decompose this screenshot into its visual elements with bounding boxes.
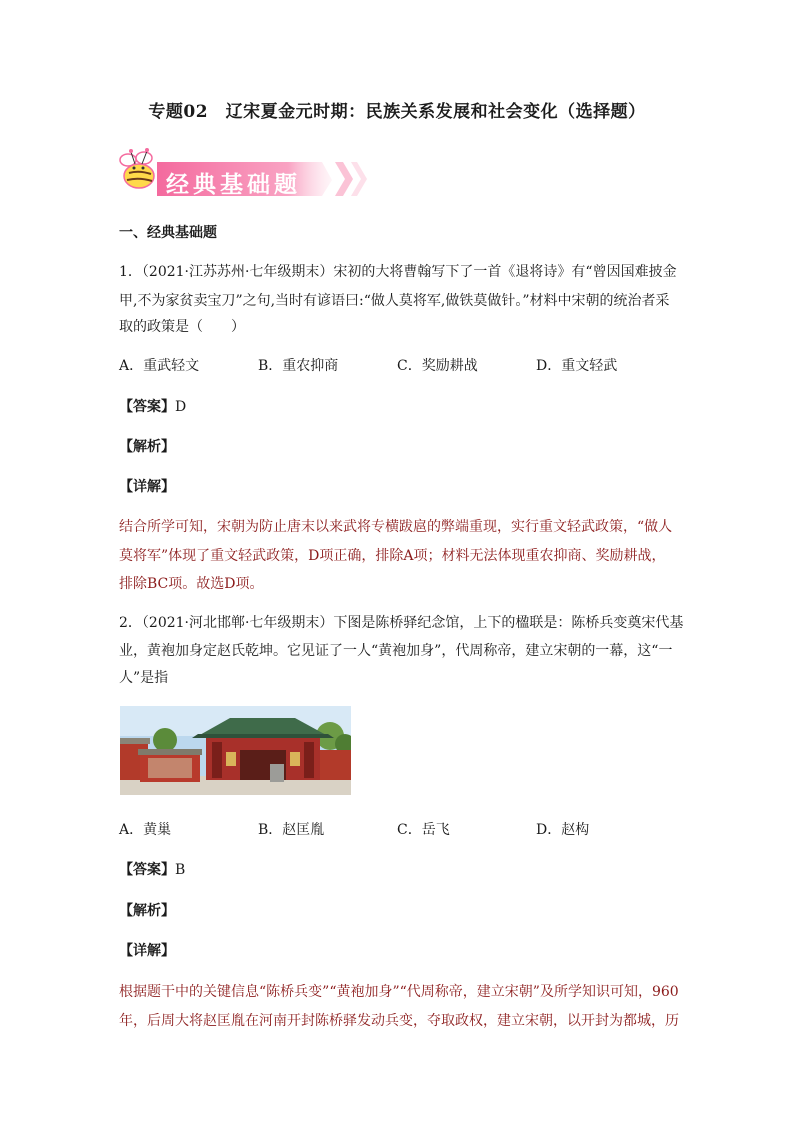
q1-line-2: 甲,不为家贫卖宝刀”之句,当时有谚语曰:“做人莫将军,做铁莫做针。”材料中宋朝的统治者采 — [119, 293, 670, 309]
q2-analysis-label: 【解析】 — [119, 903, 175, 919]
q1-answer-value: D — [175, 399, 187, 415]
bee-icon — [120, 148, 154, 188]
q2-line-3: 人”是指 — [119, 670, 169, 686]
q2-option-b: B．赵匡胤 — [258, 822, 325, 838]
q2-detail-label: 【详解】 — [119, 943, 175, 959]
section-heading: 一、经典基础题 — [119, 225, 217, 241]
q1-answer-label: 【答案】 — [119, 399, 175, 415]
q2-detail-line-1: 根据题干中的关键信息“陈桥兵变”“黄袍加身”“代周称帝，建立宋朝”及所学知识可知，960 — [119, 984, 679, 1000]
q1-line-1: 1．（2021·江苏苏州·七年级期末）宋初的大将曹翰写下了一首《退将诗》有“曾因国难披金 — [119, 264, 677, 280]
q2-detail-line-2: 年，后周大将赵匡胤在河南开封陈桥驿发动兵变，夺取政权，建立宋朝，以开封为都城，历 — [119, 1013, 679, 1029]
q2-line-1: 2．（2021·河北邯郸·七年级期末）下图是陈桥驿纪念馆，上下的楹联是：陈桥兵变奠宋代基 — [119, 615, 684, 631]
q1-detail-line-3: 排除BC项。故选D项。 — [119, 576, 264, 592]
q1-option-b: B．重农抑商 — [258, 358, 339, 374]
q2-answer — [119, 859, 185, 879]
q1-detail-line-1: 结合所学可知，宋朝为防止唐末以来武将专横跋扈的弊端重现，实行重文轻武政策，“做人 — [119, 519, 673, 535]
q2-answer-label: 【答案】 — [119, 862, 175, 878]
q2-answer-value: B — [175, 862, 186, 878]
banner-label: 经典基础题 — [166, 172, 301, 198]
q1-detail-label: 【详解】 — [119, 479, 175, 495]
q1-option-d: D．重文轻武 — [536, 358, 618, 374]
q2-line-2: 业，黄袍加身定赵氏乾坤。它见证了一人“黄袍加身”，代周称帝，建立宋朝的一幕，这“一 — [119, 643, 673, 659]
page-title: 专题02 辽宋夏金元时期：民族关系发展和社会变化（选择题） — [148, 102, 646, 122]
q2-option-c: C．岳飞 — [397, 822, 450, 838]
q1-option-c: C．奖励耕战 — [397, 358, 478, 374]
q1-answer — [119, 396, 186, 416]
q1-detail-line-2: 莫将军”体现了重文轻武政策，D项正确，排除A项；材料无法体现重农抑商、奖励耕战， — [119, 548, 666, 564]
chenqiao-memorial-photo — [120, 706, 351, 795]
q2-option-d: D．赵构 — [536, 822, 590, 838]
q1-line-3: 取的政策是（ ） — [119, 319, 245, 335]
q2-option-a: A．黄巢 — [119, 822, 172, 838]
q1-option-a: A．重武轻文 — [119, 358, 200, 374]
q1-analysis-label: 【解析】 — [119, 439, 175, 455]
